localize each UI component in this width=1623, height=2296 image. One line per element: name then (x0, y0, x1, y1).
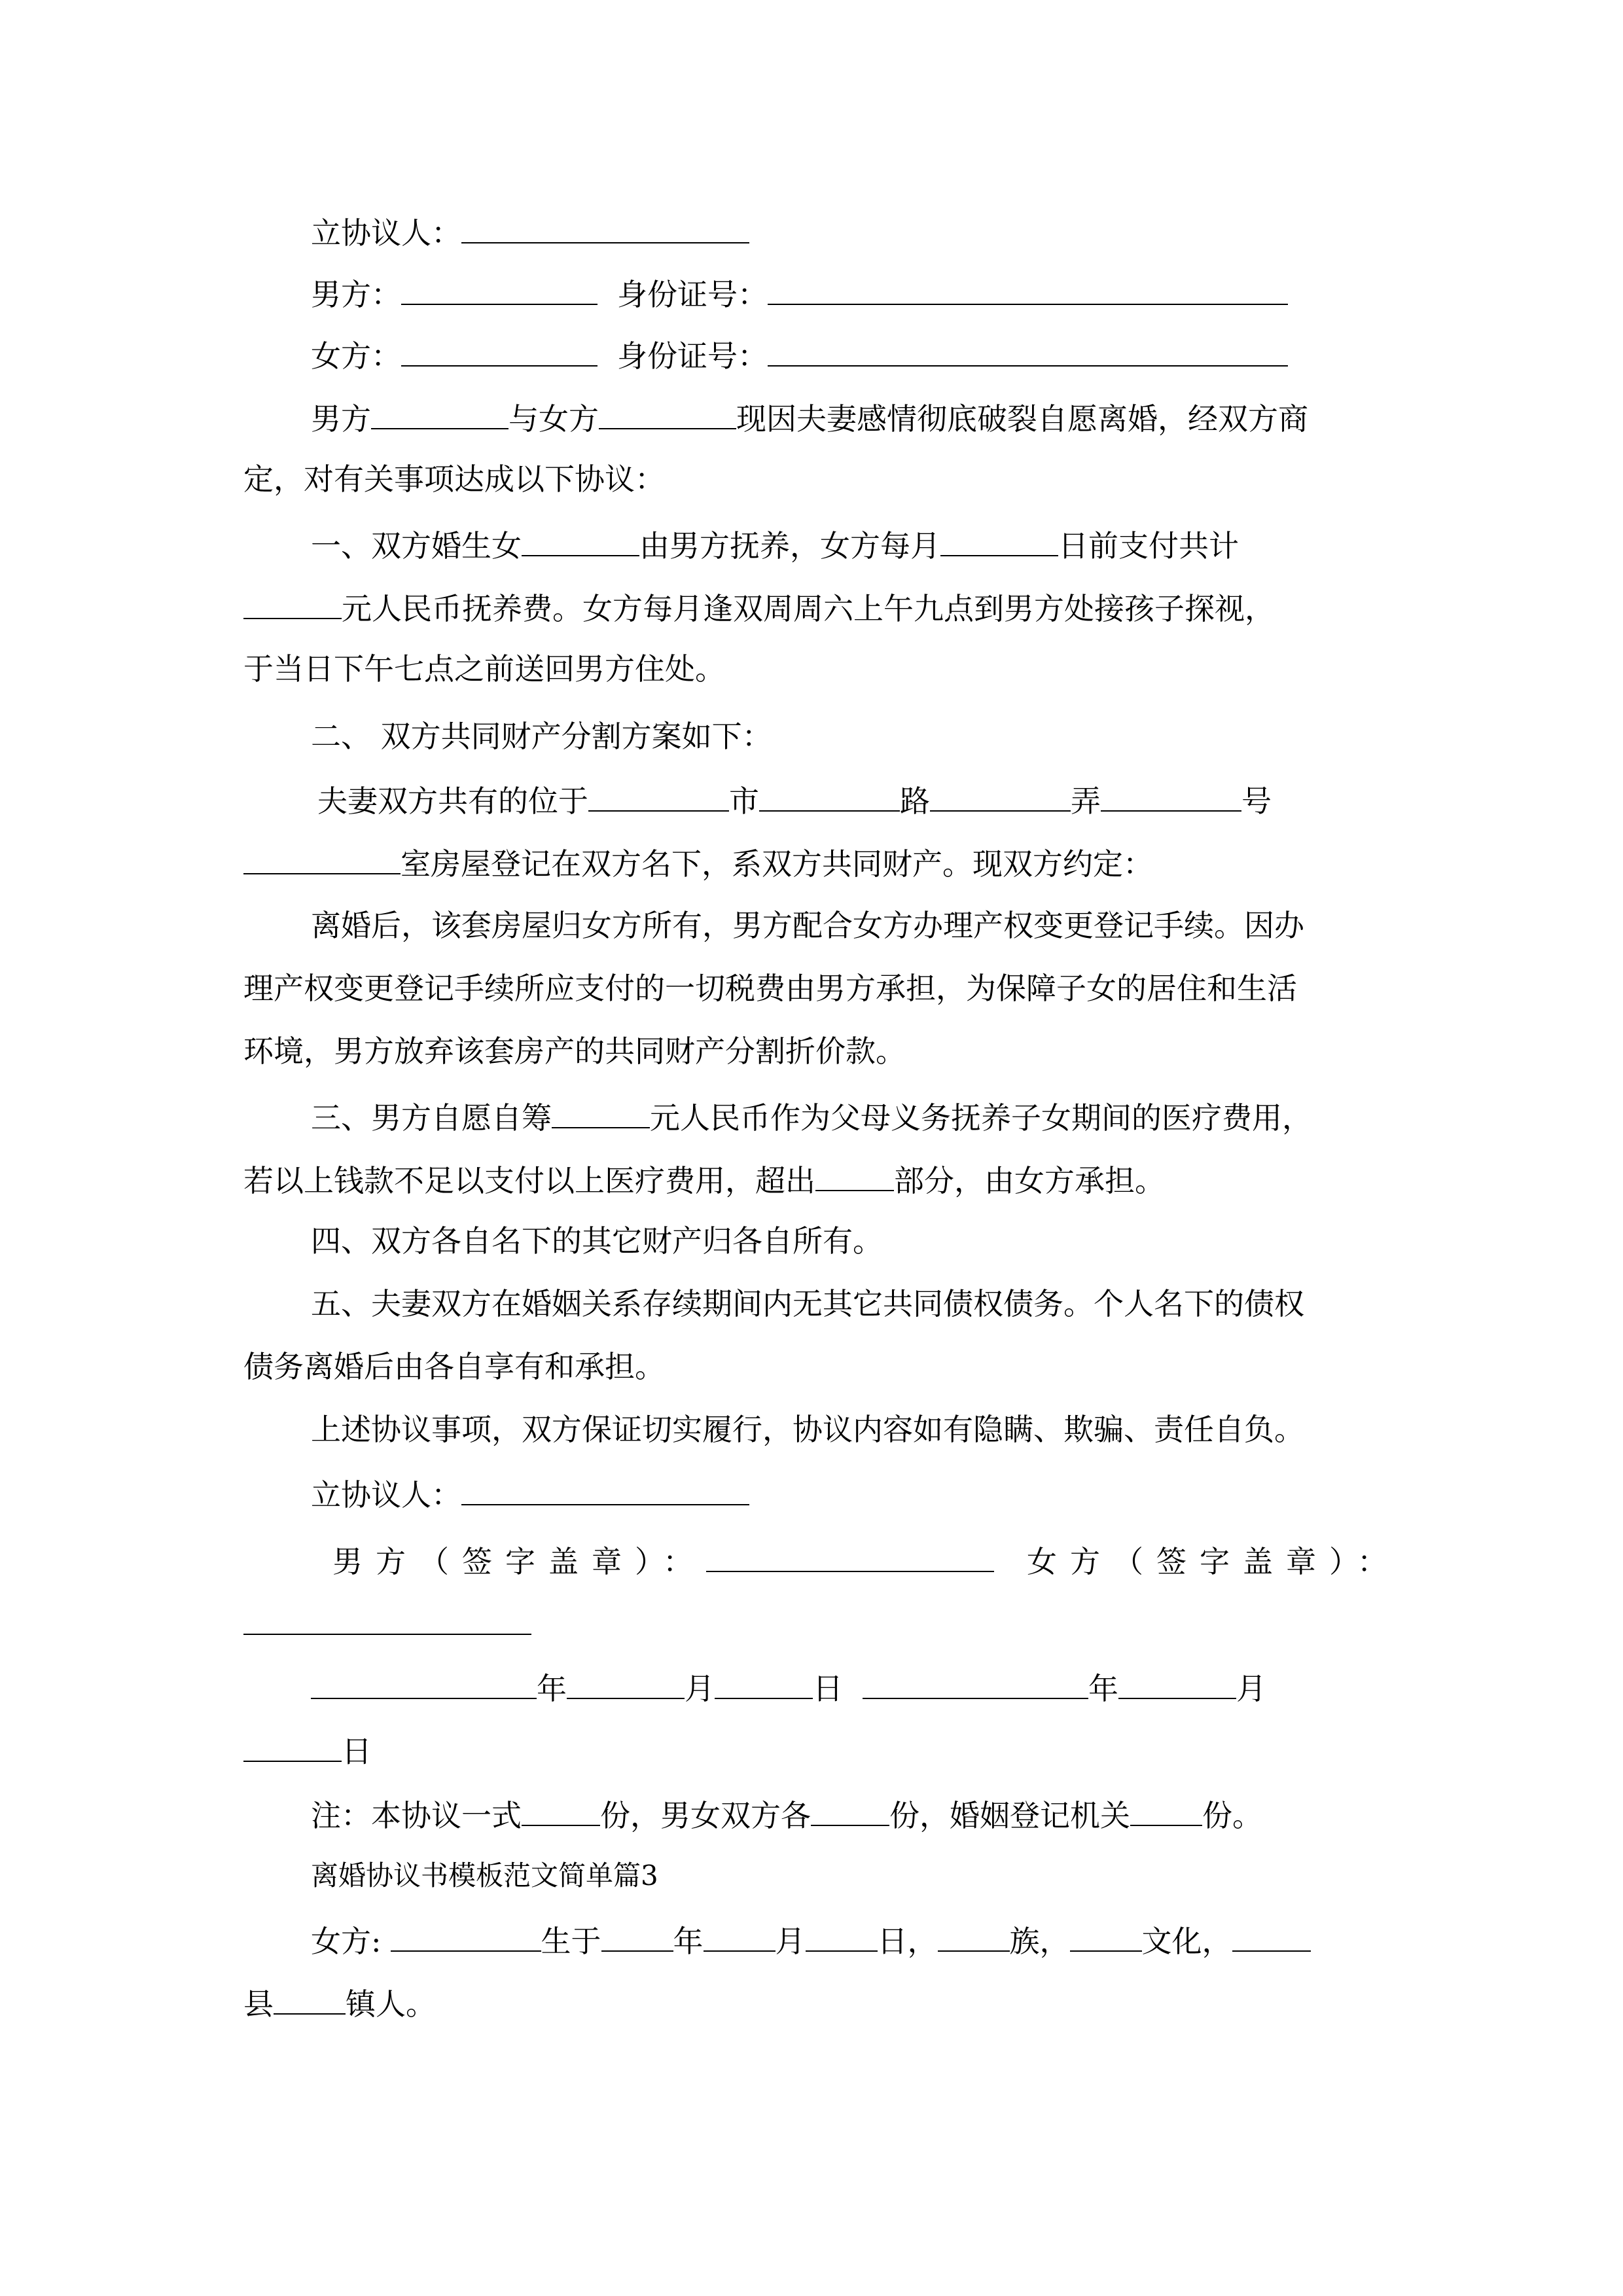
county-blank[interactable] (1232, 1919, 1311, 1952)
male-id-label: 身份证号： (617, 277, 768, 312)
room-blank[interactable] (243, 842, 401, 874)
section-title-text: 离婚协议书模板范文简单篇3 (311, 1859, 658, 1892)
intro-female-blank[interactable] (599, 397, 736, 429)
guarantee-line (311, 1410, 1304, 1449)
female-info-line-1 (311, 1919, 1311, 1958)
town-label: 镇人。 (346, 1986, 436, 2022)
number-blank[interactable] (1101, 779, 1241, 812)
note-text-c: 份，婚姻登记机关 (889, 1798, 1130, 1833)
male-signature-label: 男方（签字盖章）： (332, 1544, 706, 1579)
birth-year-blank[interactable] (601, 1919, 673, 1952)
clause5-text-a: 五、夫妻双方在婚姻关系存续期间内无其它共同债权债务。个人名下的债权 (311, 1286, 1304, 1321)
clause2-para-line-2 (243, 969, 1297, 1008)
birth-month-blank[interactable] (704, 1919, 776, 1952)
intro-text-c: 现因夫妻感情彻底破裂自愿离婚，经双方商 (736, 401, 1308, 437)
male-signature-blank[interactable] (706, 1539, 994, 1572)
male-id-blank[interactable] (768, 272, 1288, 305)
date-line (311, 1666, 1266, 1706)
address-text-a: 夫妻双方共有的位于 (317, 783, 588, 819)
education-label: 文化， (1141, 1924, 1232, 1959)
male-name-blank[interactable] (401, 272, 597, 305)
clause5-line-1 (311, 1284, 1304, 1323)
copies-total-blank[interactable] (522, 1793, 600, 1826)
road-blank[interactable] (759, 779, 900, 812)
male-label: 男方： (311, 277, 401, 312)
clause1-daughter-blank[interactable] (522, 524, 639, 556)
male-day-blank[interactable] (715, 1666, 813, 1699)
clause2-title (311, 717, 772, 756)
note-text-a: 注：本协议一式 (311, 1798, 522, 1833)
clause5-line-2 (243, 1347, 665, 1386)
female-signature-label: 女方（签字盖章）： (1027, 1544, 1400, 1579)
clause2-para-line-1 (311, 906, 1304, 945)
ethnicity-label: 族， (1009, 1924, 1070, 1959)
clause1-day-blank[interactable] (940, 524, 1058, 556)
female-year-label: 年 (1088, 1671, 1118, 1706)
clause5-text-b: 债务离婚后由各自享有和承担。 (243, 1349, 665, 1384)
intro-text-a: 男方 (311, 401, 371, 437)
medical-amount-blank[interactable] (552, 1096, 650, 1128)
signature-line-2 (243, 1602, 531, 1641)
signatory-label: 立协议人： (311, 215, 461, 251)
signatory2-blank[interactable] (461, 1473, 749, 1505)
guarantee-text: 上述协议事项，双方保证切实履行，协议内容如有隐瞒、欺骗、责任自负。 (311, 1412, 1304, 1447)
note-line (311, 1793, 1262, 1833)
note-text-b: 份，男女双方各 (600, 1798, 811, 1833)
clause2-address-line-1 (317, 779, 1272, 818)
clause3-text-c: 若以上钱款不足以支付以上医疗费用，超出 (243, 1163, 815, 1198)
male-year-label: 年 (537, 1671, 567, 1706)
clause2-para-2: 理产权变更登记手续所应支付的一切税费由男方承担，为保障子女的居住和生活 (243, 971, 1297, 1006)
clause1-line-3 (243, 649, 725, 689)
female-name-blank[interactable] (401, 334, 597, 367)
male-day-label: 日 (813, 1671, 843, 1706)
birth-day-label: 日， (877, 1924, 938, 1959)
female-day-blank[interactable] (243, 1729, 342, 1762)
female-line (311, 334, 1288, 373)
female-month-blank[interactable] (1118, 1666, 1236, 1699)
clause2-para-line-3 (243, 1031, 906, 1071)
female-label: 女方： (311, 338, 401, 374)
town-blank[interactable] (274, 1982, 346, 2015)
copies-each-blank[interactable] (811, 1793, 889, 1826)
birth-day-blank[interactable] (806, 1919, 878, 1952)
female-year-blank[interactable] (863, 1666, 1088, 1699)
intro-line-1 (311, 397, 1308, 436)
signature-line (332, 1539, 1400, 1579)
clause4-text: 四、双方各自名下的其它财产归各自所有。 (311, 1223, 883, 1259)
clause1-text-e: 于当日下午七点之前送回男方住处。 (243, 651, 725, 687)
lane-blank[interactable] (930, 779, 1071, 812)
clause2-title-text: 二、 双方共同财产分割方案如下： (311, 719, 772, 754)
female-id-blank[interactable] (768, 334, 1288, 367)
education-blank[interactable] (1070, 1919, 1142, 1952)
ethnicity-blank[interactable] (938, 1919, 1010, 1952)
address-text-room: 室房屋登记在双方名下，系双方共同财产。现双方约定： (401, 846, 1153, 882)
female-day-label: 日 (342, 1734, 372, 1769)
clause1-text-b: 由男方抚养，女方每月 (639, 528, 940, 564)
clause4-line (311, 1221, 883, 1261)
intro-line-2 (243, 459, 665, 499)
signatory2-line (311, 1473, 749, 1512)
signatory-line (311, 211, 749, 250)
clause2-address-line-2 (243, 842, 1153, 881)
birth-month-label: 月 (775, 1924, 806, 1959)
male-month-blank[interactable] (567, 1666, 685, 1699)
clause1-text-d: 元人民币抚养费。女方每月逢双周周六上午九点到男方处接孩子探视， (342, 591, 1275, 626)
excess-blank[interactable] (815, 1158, 894, 1191)
address-text-lane: 弄 (1071, 783, 1101, 819)
clause1-line-1 (311, 524, 1239, 563)
clause3-text-a: 三、男方自愿自筹 (311, 1100, 552, 1136)
signatory-blank[interactable] (461, 211, 749, 243)
address-text-city: 市 (729, 783, 759, 819)
intro-male-blank[interactable] (371, 397, 508, 429)
female-info-name-blank[interactable] (391, 1919, 541, 1952)
female-info-line-2 (243, 1982, 436, 2021)
female-signature-blank[interactable] (243, 1602, 531, 1635)
clause2-para-1: 离婚后，该套房屋归女方所有，男方配合女方办理产权变更登记手续。因办 (311, 908, 1304, 943)
intro-text-b: 与女方 (508, 401, 599, 437)
clause3-line-1 (311, 1096, 1312, 1135)
clause1-amount-blank[interactable] (243, 586, 342, 619)
female-month-label: 月 (1236, 1671, 1266, 1706)
clause1-text-a: 一、双方婚生女 (311, 528, 522, 564)
copies-registry-blank[interactable] (1130, 1793, 1202, 1826)
clause1-text-c: 日前支付共计 (1058, 528, 1239, 564)
city-blank[interactable] (588, 779, 729, 812)
county-label: 县 (243, 1986, 274, 2022)
note-text-d: 份。 (1202, 1798, 1262, 1833)
address-text-road: 路 (900, 783, 930, 819)
clause1-line-2 (243, 586, 1275, 626)
clause3-line-2 (243, 1158, 1165, 1198)
address-text-number: 号 (1241, 783, 1272, 819)
section-title (311, 1856, 658, 1895)
born-label: 生于 (541, 1924, 601, 1959)
clause3-text-d: 部分，由女方承担。 (894, 1163, 1165, 1198)
signatory2-label: 立协议人： (311, 1477, 461, 1513)
intro-text-d: 定，对有关事项达成以下协议： (243, 461, 665, 497)
female-id-label: 身份证号： (617, 338, 768, 374)
female-info-label: 女方: (311, 1924, 382, 1959)
date-line-2 (243, 1729, 372, 1768)
clause2-para-3: 环境，男方放弃该套房产的共同财产分割折价款。 (243, 1033, 906, 1069)
male-year-blank[interactable] (311, 1666, 537, 1699)
male-month-label: 月 (685, 1671, 715, 1706)
birth-year-label: 年 (673, 1924, 704, 1959)
clause3-text-b: 元人民币作为父母义务抚养子女期间的医疗费用， (650, 1100, 1312, 1136)
male-line (311, 272, 1288, 312)
